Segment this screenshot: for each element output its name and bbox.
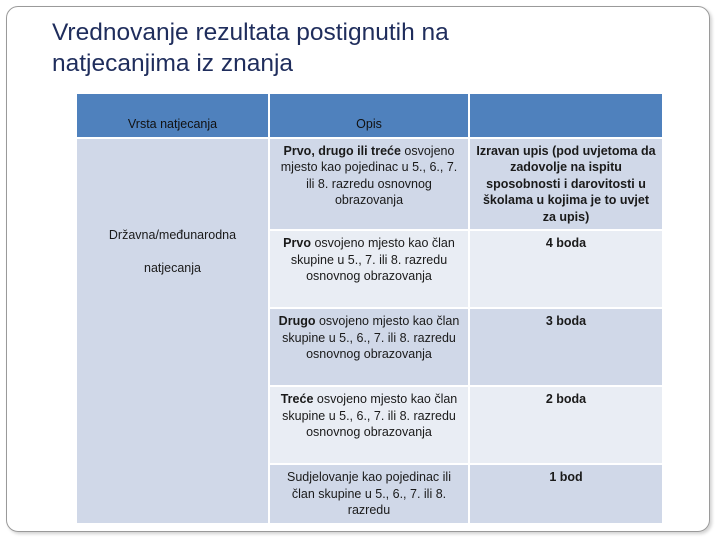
description-cell xyxy=(269,308,469,386)
slide-title xyxy=(52,17,652,79)
description-lead: Drugo xyxy=(278,314,316,328)
value-cell: Izravan upis (pod uvjetoma da zadovolje na ispitu sposobnosti i darovitosti u školama u kojima je to uvjet za upis) xyxy=(469,138,663,231)
description-cell xyxy=(269,464,469,524)
description-text: Sudjelovanje kao pojedinac ili član skupine u 5., 6., 7. ili 8. razredu xyxy=(286,470,451,517)
scoring-table xyxy=(75,92,664,525)
header-vrsta-natjecanja: Vrsta natjecanja xyxy=(76,93,269,138)
slide-title-line-2: natjecanjima iz znanja xyxy=(52,50,294,77)
description-lead: Treće xyxy=(280,392,314,406)
description-text: osvojeno mjesto kao član skupine u 5., 6., 7. ili 8. razredu osnovnog obrazovanja xyxy=(282,314,460,361)
value-cell: 1 bod xyxy=(469,464,663,524)
description-lead: Prvo xyxy=(283,236,311,250)
category-line-2: natjecanja xyxy=(144,260,201,275)
category-line-1: Državna/međunarodna xyxy=(108,227,237,242)
table-row xyxy=(76,138,663,231)
description-lead: Prvo, drugo ili treće xyxy=(283,143,401,158)
description-cell xyxy=(269,386,469,464)
value-cell: 4 boda xyxy=(469,230,663,308)
table-header-row xyxy=(76,93,663,138)
description-cell xyxy=(269,138,469,231)
value-cell: 3 boda xyxy=(469,308,663,386)
value-cell: 2 boda xyxy=(469,386,663,464)
header-empty xyxy=(469,93,663,138)
slide-title-line-1: Vrednovanje rezultata postignutih na xyxy=(52,19,449,46)
category-cell xyxy=(76,138,269,525)
description-cell xyxy=(269,230,469,308)
description-text: osvojeno mjesto kao pojedinac u 5., 6., 7. ili 8. razredu osnovnog obrazovanja xyxy=(280,143,458,207)
header-opis: Opis xyxy=(269,93,469,138)
description-text: osvojeno mjesto kao član skupine u 5., 6., 7. ili 8. razredu osnovnog obrazovanja xyxy=(282,392,458,439)
description-text: osvojeno mjesto kao član skupine u 5., 7. ili 8. razredu osnovnog obrazovanja xyxy=(290,236,455,283)
